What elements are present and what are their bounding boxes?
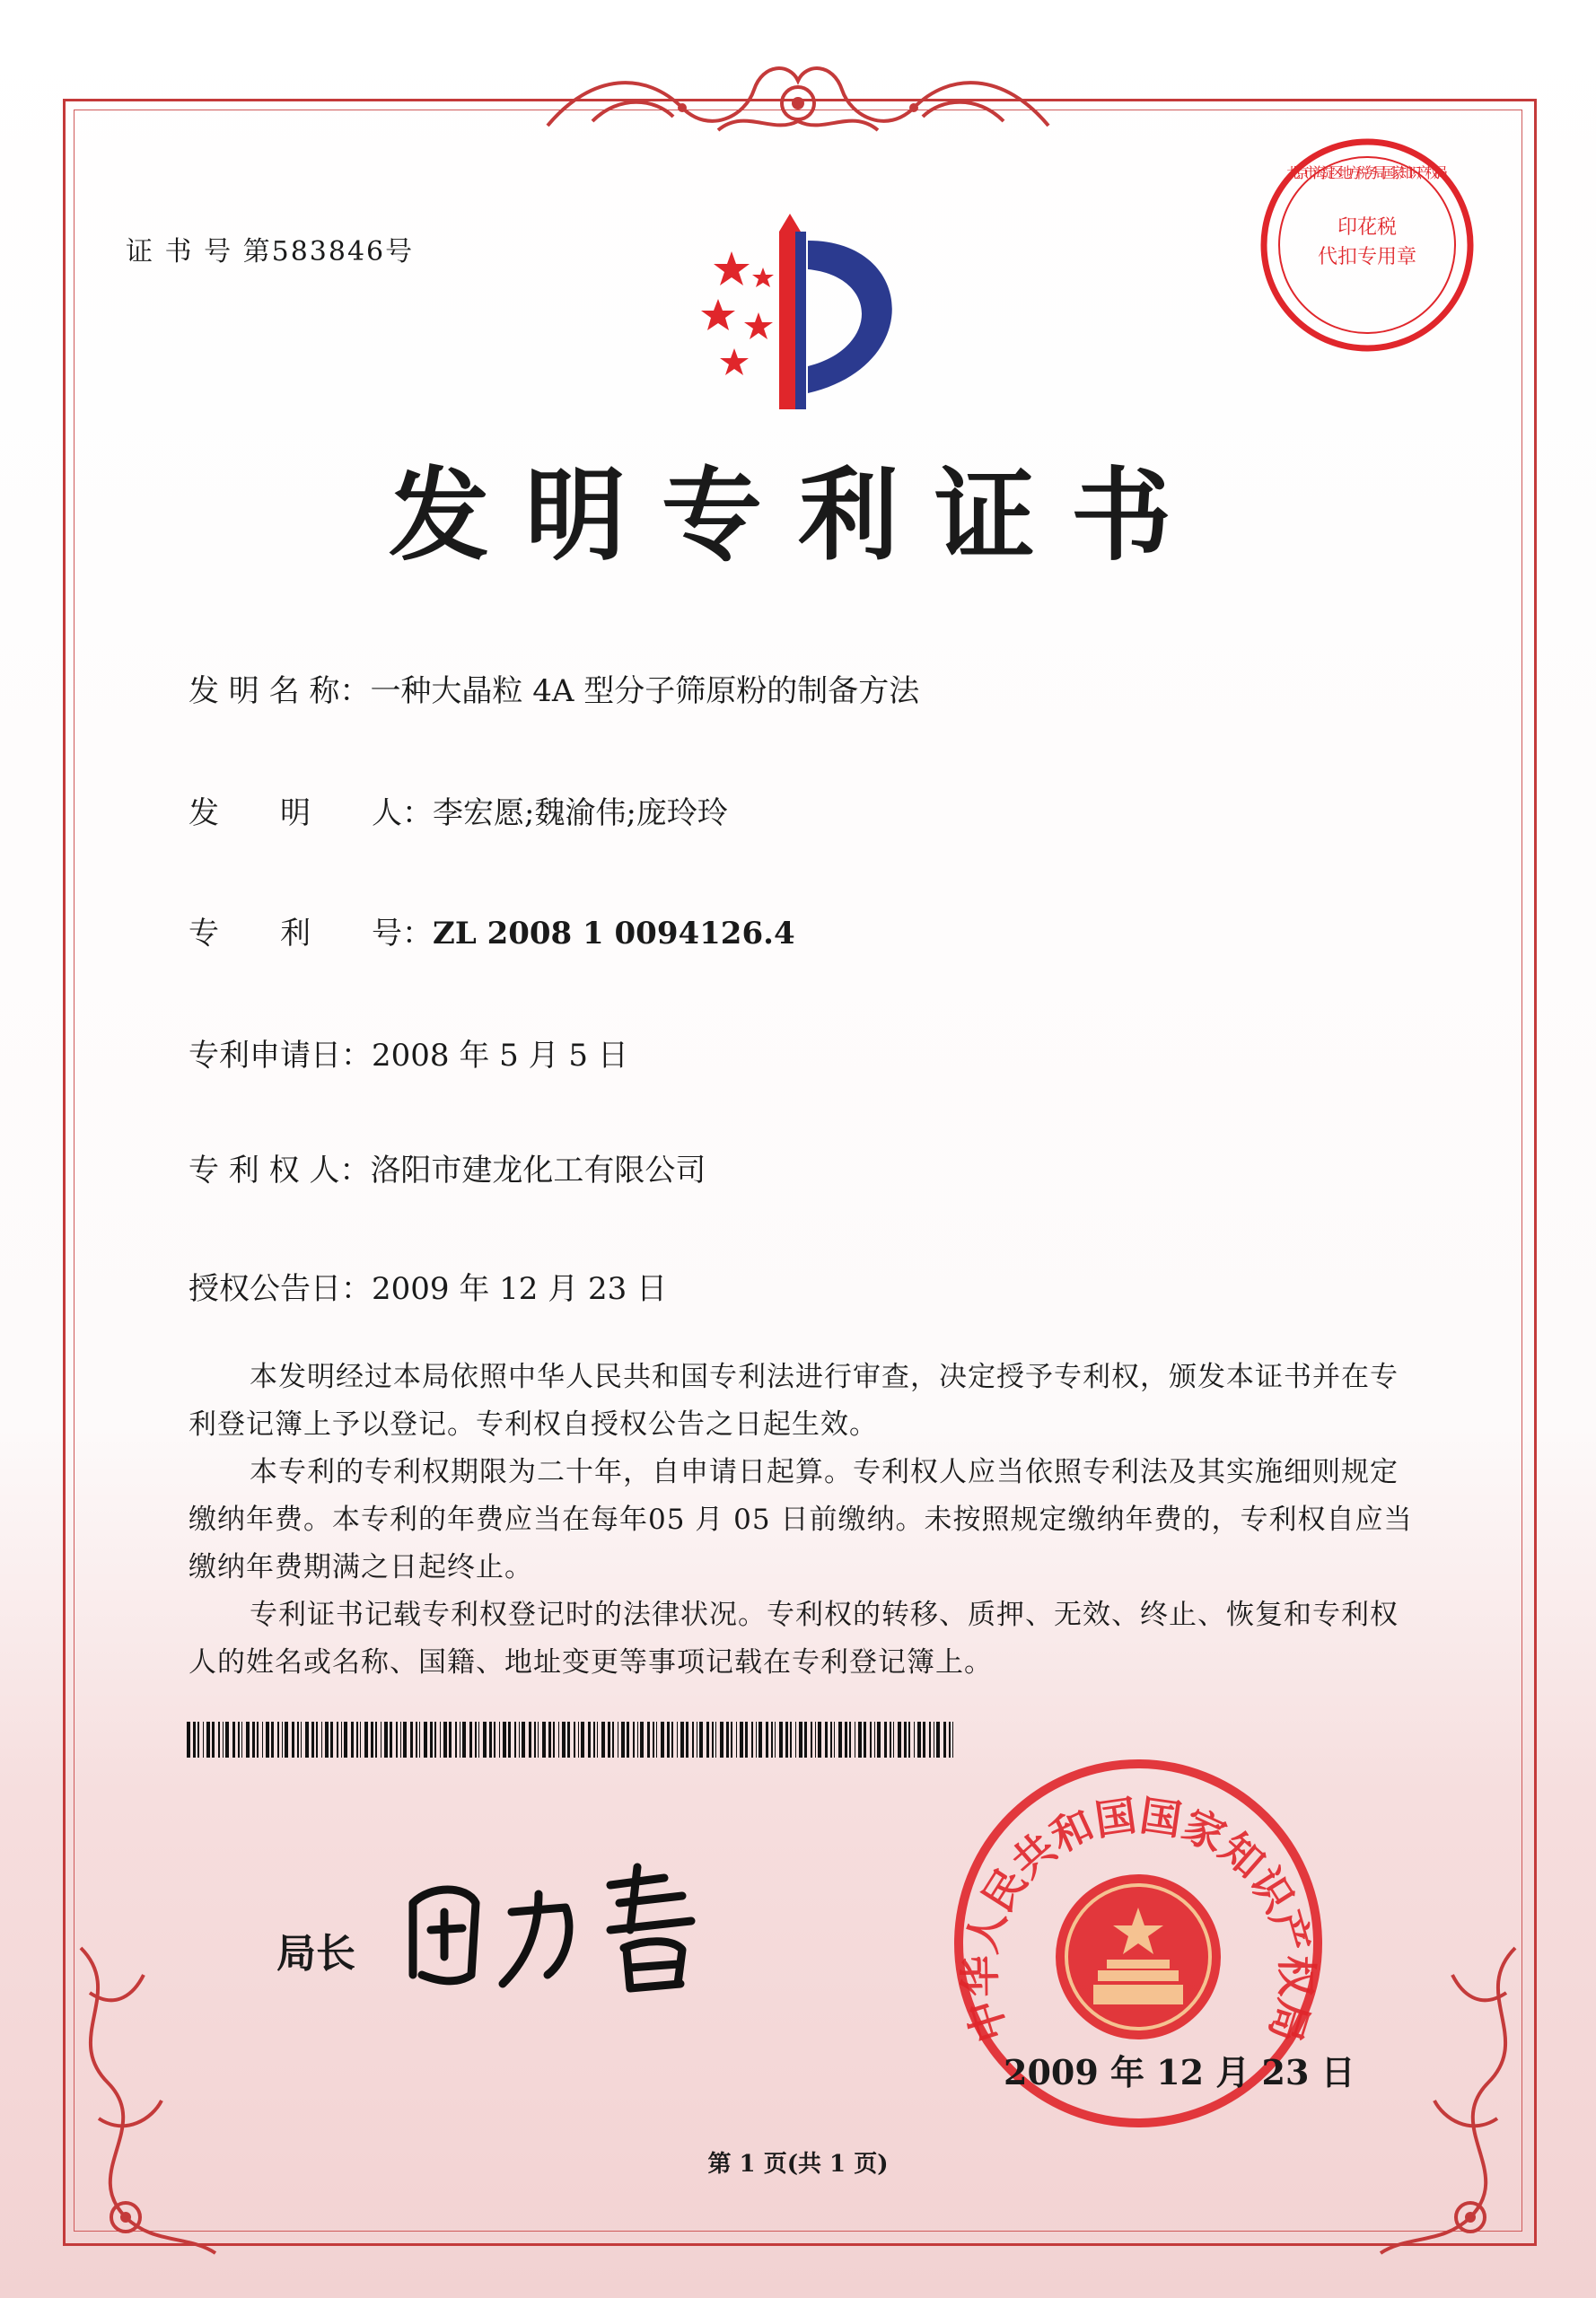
barcode-bar — [686, 1722, 688, 1758]
field-label: 专利申请日： — [189, 1038, 372, 1074]
barcode-bar — [790, 1722, 792, 1758]
barcode-bar — [341, 1722, 342, 1758]
barcode-bar — [271, 1722, 274, 1758]
barcode-bar — [475, 1722, 477, 1758]
field-application-date — [189, 1031, 628, 1074]
barcode-bar — [759, 1722, 762, 1758]
barcode-bar — [508, 1722, 511, 1758]
barcode-bar — [494, 1722, 495, 1758]
barcode-bar — [608, 1722, 610, 1758]
barcode-bar — [371, 1722, 373, 1758]
barcode-bar — [952, 1722, 953, 1758]
barcode-bar — [403, 1722, 407, 1758]
barcode-bar — [756, 1722, 757, 1758]
barcode-bar — [706, 1722, 709, 1758]
barcode-bar — [193, 1722, 196, 1758]
barcode-bar — [858, 1722, 862, 1758]
floral-ornament-bottom-left-icon — [45, 1939, 224, 2271]
barcode-bar — [766, 1722, 768, 1758]
tax-stamp-seal — [1255, 133, 1479, 357]
barcode-bar — [375, 1722, 377, 1758]
barcode-bar — [795, 1722, 796, 1758]
barcode-bar — [621, 1722, 625, 1758]
barcode-bar — [266, 1722, 269, 1758]
barcode-bar — [597, 1722, 598, 1758]
barcode-bar — [923, 1722, 925, 1758]
field-inventors — [189, 788, 728, 832]
barcode-bar — [553, 1722, 555, 1758]
barcode-bar — [771, 1722, 773, 1758]
barcode-bar — [864, 1722, 866, 1758]
certificate-number: 证 书 号 第583846号 — [126, 236, 415, 268]
barcode-bar — [416, 1722, 417, 1758]
barcode-bar — [311, 1722, 314, 1758]
field-patentee — [189, 1145, 706, 1189]
barcode-bar — [187, 1722, 190, 1758]
barcode-bar — [440, 1722, 441, 1758]
barcode-bar — [337, 1722, 338, 1758]
barcode-bar — [434, 1722, 436, 1758]
barcode-bar — [514, 1722, 516, 1758]
barcode-bar — [218, 1722, 220, 1758]
barcode-bar — [627, 1722, 629, 1758]
barcode-bar — [384, 1722, 388, 1758]
barcode-bar — [529, 1722, 531, 1758]
barcode-bar — [203, 1722, 204, 1758]
barcode-bar — [262, 1722, 263, 1758]
field-label: 专 利 权 人： — [189, 1153, 371, 1188]
barcode-bar — [285, 1722, 288, 1758]
field-invention-name — [189, 666, 919, 710]
barcode-bar — [430, 1722, 433, 1758]
barcode-bar — [558, 1722, 559, 1758]
barcode-bar — [449, 1722, 452, 1758]
barcode-bar — [838, 1722, 842, 1758]
barcode-bar — [653, 1722, 654, 1758]
certificate-body — [189, 1354, 1418, 1687]
barcode-bar — [811, 1722, 812, 1758]
barcode-bar — [548, 1722, 551, 1758]
barcode-bar — [775, 1722, 776, 1758]
barcode-bar — [424, 1722, 427, 1758]
barcode-bar — [419, 1722, 420, 1758]
barcode-bar — [667, 1722, 670, 1758]
barcode-bar — [712, 1722, 714, 1758]
barcode-bar — [232, 1722, 235, 1758]
barcode-bar — [825, 1722, 828, 1758]
barcode-bar — [567, 1722, 570, 1758]
barcode-bar — [877, 1722, 881, 1758]
barcode-bar — [410, 1722, 413, 1758]
barcode-bar — [661, 1722, 664, 1758]
national-emblem-icon — [1056, 1874, 1221, 2039]
field-label: 发 明 人： — [189, 795, 433, 831]
barcode-bar — [356, 1722, 358, 1758]
field-value: 2009 年 12 月 23 日 — [372, 1271, 668, 1307]
barcode-bar — [588, 1722, 591, 1758]
barcode-bar — [364, 1722, 368, 1758]
barcode-bar — [478, 1722, 479, 1758]
field-label: 授权公告日： — [189, 1271, 372, 1307]
barcode-bar — [212, 1722, 215, 1758]
barcode-bar — [257, 1722, 259, 1758]
barcode-bar — [462, 1722, 466, 1758]
barcode-bar — [499, 1722, 500, 1758]
barcode-bar — [522, 1722, 525, 1758]
barcode-bar — [593, 1722, 595, 1758]
barcode-bar — [197, 1722, 199, 1758]
body-paragraph-3: 专利证书记载专利权登记时的法律状况。专利权的转移、质押、无效、终止、恢复和专利权人的姓名或名称、国籍、地址变更等事项记载在专利登记簿上。 — [189, 1599, 1399, 1679]
barcode-bar — [581, 1722, 584, 1758]
barcode-bar — [534, 1722, 536, 1758]
field-label: 专 利 号： — [189, 916, 433, 952]
barcode-bar — [949, 1722, 951, 1758]
barcode-bar — [677, 1722, 678, 1758]
page-title: 发明专利证书 — [389, 457, 1207, 574]
barcode-bar — [400, 1722, 401, 1758]
barcode-bar — [443, 1722, 447, 1758]
barcode-bar — [316, 1722, 318, 1758]
barcode-bar — [904, 1722, 907, 1758]
barcode-bar — [325, 1722, 329, 1758]
barcode-bar — [815, 1722, 816, 1758]
barcode-bar — [740, 1722, 743, 1758]
barcode-bar — [489, 1722, 492, 1758]
barcode-bar — [562, 1722, 566, 1758]
barcode-bar — [917, 1722, 921, 1758]
barcode-bar — [680, 1722, 684, 1758]
barcode-bar — [292, 1722, 294, 1758]
barcode-bar — [943, 1722, 946, 1758]
barcode-bar — [731, 1722, 732, 1758]
field-value: 2008 年 5 月 5 日 — [372, 1038, 628, 1074]
floral-ornament-top-icon — [539, 54, 1057, 153]
barcode-bar — [874, 1722, 875, 1758]
barcode-bar — [692, 1722, 694, 1758]
barcode-bar — [612, 1722, 614, 1758]
barcode-bar — [745, 1722, 748, 1758]
barcode-bar — [321, 1722, 322, 1758]
barcode-bar — [830, 1722, 832, 1758]
barcode-bar — [929, 1722, 931, 1758]
barcode-bar — [656, 1722, 657, 1758]
barcode-bar — [870, 1722, 872, 1758]
body-paragraph-2: 本专利的专利权期限为二十年，自申请日起算。专利权人应当依照专利法及其实施细则规定缴纳年费。本专利的年费应当在每年05 月 05 日前缴纳。未按照规定缴纳年费的，专利权自应当缴纳年费期满之日起终止。 — [189, 1456, 1413, 1583]
barcode-bar — [225, 1722, 229, 1758]
barcode-bar — [849, 1722, 851, 1758]
barcode-bar — [301, 1722, 302, 1758]
field-value: 洛阳市建龙化工有限公司 — [370, 1153, 706, 1188]
barcode-bar — [538, 1722, 539, 1758]
barcode-bar — [720, 1722, 723, 1758]
barcode-bar — [483, 1722, 487, 1758]
field-label: 发 明 名 称： — [189, 673, 371, 709]
field-value: 李宏愿;魏渝伟;庞玲玲 — [433, 795, 728, 831]
field-value: ZL 2008 1 0094126.4 — [433, 916, 795, 952]
barcode-bar — [277, 1722, 279, 1758]
barcode-bar — [223, 1722, 224, 1758]
barcode-bar — [890, 1722, 891, 1758]
barcode-bar — [578, 1722, 579, 1758]
barcode-bar — [898, 1722, 901, 1758]
barcode-bar — [519, 1722, 520, 1758]
barcode-bar — [633, 1722, 635, 1758]
barcode-bar — [834, 1722, 835, 1758]
barcode-bar — [726, 1722, 729, 1758]
page-number: 第 1 页(共 1 页) — [707, 2151, 889, 2178]
barcode-bar — [637, 1722, 638, 1758]
barcode-bar — [671, 1722, 673, 1758]
tax-stamp-center-line2: 代扣专用章 — [1317, 246, 1417, 268]
barcode-bar — [736, 1722, 737, 1758]
barcode-bar — [715, 1722, 716, 1758]
body-paragraph-1: 本发明经过本局依照中华人民共和国专利法进行审查，决定授予专利权，颁发本证书并在专利登记簿上予以登记。专利权自授权公告之日起生效。 — [189, 1361, 1399, 1441]
barcode-bar — [936, 1722, 940, 1758]
barcode-bar — [601, 1722, 605, 1758]
barcode-bar — [647, 1722, 650, 1758]
barcode-bar — [238, 1722, 240, 1758]
barcode-bar — [804, 1722, 807, 1758]
barcode-bar — [351, 1722, 354, 1758]
barcode-bar — [396, 1722, 398, 1758]
barcode-bar — [241, 1722, 242, 1758]
barcode-bar — [785, 1722, 788, 1758]
director-signature — [395, 1849, 718, 2002]
barcode-bar — [845, 1722, 847, 1758]
tax-stamp-ring-text: 北京市海淀区地方税务局国家知识产权局 — [1286, 164, 1448, 181]
barcode-bar — [282, 1722, 283, 1758]
barcode-bar — [893, 1722, 894, 1758]
barcode-bar — [390, 1722, 392, 1758]
barcode-bar — [699, 1722, 703, 1758]
barcode-bar — [344, 1722, 347, 1758]
barcode-bar — [297, 1722, 299, 1758]
field-value: 一种大晶粒 4A 型分子筛原粉的制备方法 — [370, 673, 920, 709]
barcode-bar — [799, 1722, 802, 1758]
barcode-bar — [884, 1722, 887, 1758]
barcode-bar — [640, 1722, 644, 1758]
field-patent-number — [189, 908, 795, 952]
barcode-bar — [779, 1722, 783, 1758]
barcode — [187, 1722, 957, 1758]
floral-ornament-bottom-right-icon — [1372, 1939, 1551, 2271]
barcode-bar — [252, 1722, 255, 1758]
sipo-logo-icon — [664, 214, 934, 420]
field-grant-date — [189, 1264, 667, 1308]
barcode-bar — [455, 1722, 457, 1758]
issue-date: 2009 年 12 月 23 日 — [1004, 2052, 1355, 2092]
director-label: 局长 — [276, 1931, 355, 1977]
barcode-bar — [542, 1722, 546, 1758]
seal-ring-text: 中华人民共和国国家知识产权局 — [955, 1791, 1321, 2048]
barcode-bar — [751, 1722, 753, 1758]
tax-stamp-center-line1: 印花税 — [1337, 216, 1398, 239]
barcode-bar — [206, 1722, 210, 1758]
barcode-bar — [330, 1722, 333, 1758]
barcode-bar — [908, 1722, 910, 1758]
barcode-bar — [469, 1722, 472, 1758]
barcode-bar — [360, 1722, 361, 1758]
barcode-bar — [914, 1722, 915, 1758]
barcode-bar — [503, 1722, 506, 1758]
barcode-bar — [574, 1722, 575, 1758]
barcode-bar — [246, 1722, 250, 1758]
barcode-bar — [818, 1722, 821, 1758]
barcode-bar — [305, 1722, 309, 1758]
